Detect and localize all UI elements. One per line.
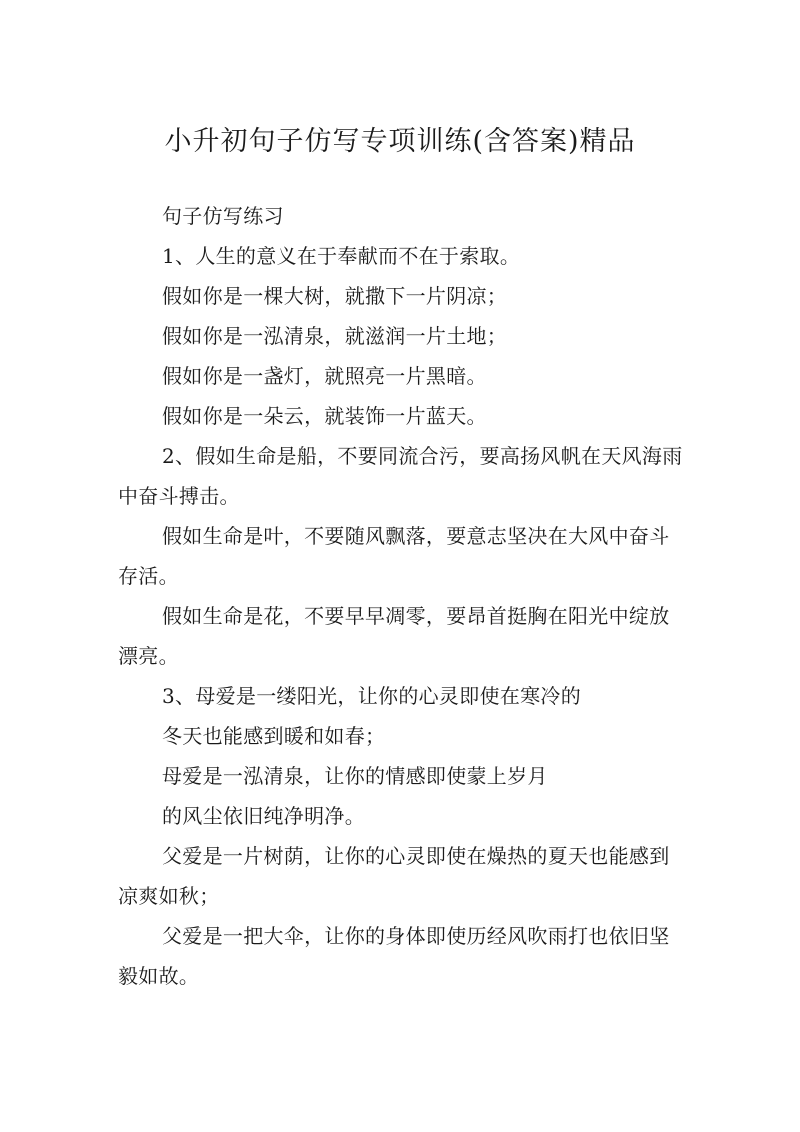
paragraph: 冬天也能感到暖和如春； [162, 724, 386, 748]
document-body [118, 196, 688, 996]
paragraph: 2、假如生命是船，不要同流合污，要高扬风帆在天风海雨中奋斗搏击。 [118, 444, 683, 508]
paragraph: 的风尘依旧纯净明净。 [162, 804, 365, 828]
paragraph: 假如你是一朵云，就装饰一片蓝天。 [162, 404, 487, 428]
document-title: 小升初句子仿写专项训练(含答案)精品 [164, 126, 636, 157]
paragraph: 3、母爱是一缕阳光，让你的心灵即使在寒冷的 [162, 684, 582, 708]
paragraph: 母爱是一泓清泉，让你的情感即使蒙上岁月 [162, 764, 548, 788]
paragraph: 假如生命是花，不要早早凋零，要昂首挺胸在阳光中绽放漂亮。 [118, 604, 670, 668]
paragraph: 假如你是一泓清泉，就滋润一片土地； [162, 324, 508, 348]
paragraph: 父爱是一片树荫，让你的心灵即使在燥热的夏天也能感到凉爽如秋； [118, 844, 670, 908]
paragraph: 假如你是一盏灯，就照亮一片黑暗。 [162, 364, 487, 388]
paragraph: 1、人生的意义在于奉献而不在于索取。 [162, 244, 521, 268]
section-heading: 句子仿写练习 [162, 204, 284, 228]
paragraph: 假如你是一棵大树，就撒下一片阴凉； [162, 284, 508, 308]
paragraph: 假如生命是叶，不要随风飘落，要意志坚决在大风中奋斗存活。 [118, 524, 670, 588]
paragraph: 父爱是一把大伞，让你的身体即使历经风吹雨打也依旧坚毅如故。 [118, 924, 670, 988]
